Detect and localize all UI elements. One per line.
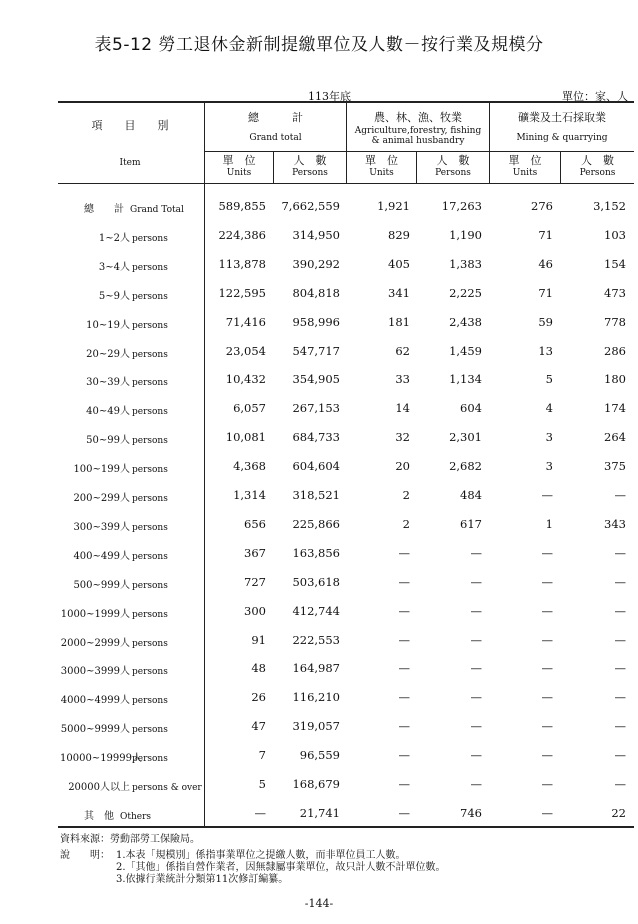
sub-en: Units [226, 168, 252, 178]
row-label-en: persons [132, 551, 168, 562]
sub-zh: 人 數 [581, 154, 614, 167]
row-label-en: persons [132, 725, 168, 736]
row-label-en: persons [132, 667, 168, 678]
table-cell: 829 [388, 227, 410, 242]
table-cell: 17,263 [441, 199, 482, 213]
row-label-zh: 20~29人 [86, 348, 130, 360]
table-cell: — [614, 690, 626, 705]
table-cell: — [541, 488, 553, 502]
table-cell: 2 [402, 516, 410, 531]
table-cell: 617 [460, 516, 482, 531]
table-cell: 2 [402, 488, 410, 502]
row-label-zh: 500~999人 [73, 579, 130, 591]
table-cell: — [541, 661, 553, 676]
table-cell: 26 [251, 690, 266, 705]
table-cell: 286 [604, 343, 626, 358]
table-cell: 604,604 [292, 459, 340, 474]
row-label [60, 460, 196, 475]
table-cell: — [398, 777, 410, 791]
table-cell: 174 [604, 401, 626, 416]
row-label [60, 605, 196, 620]
table-cell: — [398, 748, 410, 763]
table-cell: — [614, 603, 626, 618]
table-title: 表5-12 勞工退休金新制提繳單位及人數－按行業及規模分 [94, 35, 544, 55]
sub-zh: 人 數 [293, 154, 327, 167]
table-cell: 7 [258, 748, 266, 763]
row-label [60, 778, 202, 793]
note-item: 2.「其他」係指自營作業者，因無隸屬事業單位，故只計人數不計單位數。 [116, 862, 446, 873]
table-cell: — [398, 574, 410, 589]
table-cell: — [541, 545, 553, 560]
table-cell: 589,855 [218, 199, 266, 213]
table-cell: 71,416 [225, 314, 266, 329]
table-cell: 3,152 [593, 199, 626, 213]
table-cell: 6,057 [233, 401, 266, 416]
sub-zh: 人 數 [436, 154, 470, 167]
table-cell: — [614, 488, 626, 502]
table-cell: 375 [604, 459, 626, 474]
row-label [60, 431, 196, 446]
notes-list [116, 850, 446, 886]
row-label [60, 373, 196, 388]
table-cell: 32 [395, 430, 410, 445]
table-cell: 3 [545, 430, 553, 445]
row-label-en: persons [132, 349, 168, 360]
row-label-en: persons [132, 580, 168, 591]
row-label-en: persons [132, 522, 168, 533]
sub-en: Persons [435, 168, 471, 178]
table-cell: — [614, 719, 626, 734]
group-zh: 農、林、漁、牧業 [374, 111, 462, 124]
table-cell: — [398, 661, 410, 676]
group-en: Agriculture,forestry, fishing & animal husbandry [354, 126, 482, 146]
table-cell: 4 [545, 401, 553, 416]
table-cell: 180 [604, 372, 626, 387]
item-header-en: Item [119, 158, 141, 168]
sub-header-units [490, 155, 560, 179]
table-cell: 14 [395, 401, 410, 416]
table-cell: 5 [258, 777, 266, 791]
table-cell: — [470, 690, 482, 705]
table-cell: 341 [388, 285, 410, 300]
table-cell: 2,682 [449, 459, 482, 474]
row-label-en: persons [132, 609, 168, 620]
row-label [60, 691, 196, 706]
row-label-zh: 3~4人 [98, 261, 130, 273]
row-label-en: persons [132, 436, 168, 447]
table-cell: 33 [395, 372, 410, 387]
table-cell: 10,432 [225, 372, 266, 387]
row-label-en: persons [132, 696, 168, 707]
table-cell: — [398, 690, 410, 705]
table-cell: 656 [244, 516, 266, 531]
row-label-en: Grand Total [130, 205, 184, 215]
group-header-mining [490, 112, 634, 144]
table-cell: 778 [604, 314, 626, 329]
row-label-zh: 5000~9999人 [60, 724, 130, 736]
row-label [60, 489, 196, 504]
page-number: -144- [304, 897, 334, 910]
group-zh: 礦業及土石採取業 [518, 111, 606, 124]
year-label: 113年底 [308, 90, 351, 103]
table-cell: 5 [545, 372, 553, 387]
table-cell: — [541, 574, 553, 589]
table-cell: 1,383 [449, 256, 482, 271]
bottom-rule [58, 826, 634, 828]
table-cell: 103 [604, 227, 626, 242]
sub-header-persons [561, 155, 634, 179]
row-label-zh: 50~99人 [86, 435, 130, 447]
table-cell: 405 [388, 256, 410, 271]
note-item: 1.本表「規模別」係指事業單位之提繳人數，而非單位員工人數。 [116, 850, 406, 861]
table-cell: 318,521 [292, 488, 340, 502]
group-en: Grand total [249, 133, 302, 143]
header-bottom-rule [58, 183, 634, 184]
row-label-en: persons & over [132, 783, 202, 793]
table-cell: — [398, 545, 410, 560]
table-cell: 22 [611, 805, 626, 820]
table-cell: — [254, 805, 266, 820]
row-label-zh: 1~2人 [98, 232, 130, 244]
group-zh: 總 計 [248, 111, 303, 124]
sub-header-persons [274, 155, 346, 179]
table-cell: 71 [538, 285, 553, 300]
row-label-zh: 200~299人 [73, 493, 130, 504]
row-label [84, 807, 151, 822]
table-cell: 2,225 [449, 285, 482, 300]
row-label-en: persons [132, 291, 168, 302]
table-cell: 224,386 [218, 227, 266, 242]
row-label-zh: 20000人以上 [68, 782, 130, 793]
table-cell: 168,679 [292, 777, 340, 791]
row-label [60, 576, 196, 591]
row-label-zh: 100~199人 [73, 464, 130, 476]
row-label-zh: 總 計 [84, 204, 124, 215]
sub-zh: 單 位 [508, 154, 542, 167]
table-cell: 354,905 [292, 372, 340, 387]
table-cell: 473 [604, 285, 626, 300]
table-cell: 222,553 [292, 632, 340, 647]
table-cell: 1,459 [449, 343, 482, 358]
table-cell: — [614, 777, 626, 791]
table-cell: — [470, 545, 482, 560]
table-cell: — [398, 719, 410, 734]
table-cell: 343 [604, 516, 626, 531]
table-cell: — [541, 603, 553, 618]
table-cell: — [614, 632, 626, 647]
table-cell: 225,866 [292, 516, 340, 531]
table-cell: — [614, 748, 626, 763]
table-cell: — [614, 545, 626, 560]
row-label-en: persons [132, 638, 168, 649]
table-cell: 4,368 [233, 459, 266, 474]
table-cell: 21,741 [299, 805, 340, 820]
table-cell: 59 [538, 314, 553, 329]
row-label-zh: 40~49人 [86, 406, 130, 418]
table-cell: — [541, 777, 553, 791]
table-cell: 62 [395, 343, 410, 358]
row-label-zh: 300~399人 [73, 521, 130, 533]
row-label-zh: 其 他 [84, 810, 114, 822]
table-cell: — [470, 574, 482, 589]
row-label-zh: 400~499人 [73, 550, 130, 562]
table-cell: 604 [460, 401, 482, 416]
row-label-en: persons [132, 407, 168, 418]
table-cell: 163,856 [292, 545, 340, 560]
table-cell: 23,054 [225, 343, 266, 358]
table-cell: 116,210 [292, 690, 340, 705]
table-cell: 804,818 [292, 285, 340, 300]
row-label [60, 258, 196, 273]
row-label-en: persons [132, 233, 168, 244]
group-header-grand-total [205, 112, 346, 144]
table-cell: 10,081 [225, 430, 266, 445]
sub-header-persons [417, 155, 489, 179]
group-en: Mining & quarrying [516, 133, 608, 143]
row-label-zh: 10000~19999人 [60, 753, 143, 765]
row-label-en: persons [132, 262, 168, 273]
row-label-en: persons [132, 465, 168, 476]
item-header-zh: 項 目 別 [91, 119, 169, 132]
sub-zh: 單 位 [365, 154, 398, 167]
table-cell: — [541, 719, 553, 734]
unit-label: 單位：家、人 [562, 90, 628, 103]
table-cell: 46 [538, 256, 553, 271]
table-cell: — [541, 748, 553, 763]
table-cell: 367 [244, 545, 266, 560]
row-label [60, 402, 196, 417]
row-label [60, 345, 196, 360]
table-cell: — [541, 632, 553, 647]
table-cell: 1,190 [449, 227, 482, 242]
row-label [60, 662, 196, 677]
table-cell: 314,950 [292, 227, 340, 242]
table-cell: 96,559 [299, 748, 340, 763]
row-label-en: persons [132, 754, 168, 765]
table-cell: 547,717 [292, 343, 340, 358]
table-cell: 276 [531, 199, 553, 213]
sub-header-units [205, 155, 273, 179]
row-label-zh: 2000~2999人 [60, 637, 130, 649]
row-label-en: persons [132, 494, 168, 504]
row-label [60, 229, 196, 244]
table-cell: 1,134 [449, 372, 482, 387]
table-cell: — [398, 632, 410, 647]
row-label [60, 749, 196, 764]
notes-label: 說 明： [60, 850, 110, 861]
header-mid-rule [204, 151, 634, 152]
group-header-agriculture [347, 112, 489, 146]
table-cell: 2,438 [449, 314, 482, 329]
row-label [60, 634, 196, 649]
source-note: 資料來源：勞動部勞工保險局。 [60, 834, 200, 845]
table-cell: 20 [395, 459, 410, 474]
row-label-zh: 10~19人 [86, 319, 130, 331]
table-cell: 727 [244, 574, 266, 589]
sub-en: Units [369, 168, 394, 178]
row-label [84, 200, 184, 215]
table-cell: 958,996 [292, 314, 340, 329]
row-label [60, 720, 196, 735]
table-cell: — [398, 603, 410, 618]
table-cell: 181 [388, 314, 410, 329]
sub-en: Persons [579, 168, 616, 178]
table-cell: — [541, 805, 553, 820]
table-cell: 7,662,559 [281, 199, 340, 213]
sub-en: Persons [292, 168, 328, 178]
sub-header-units [347, 155, 416, 179]
row-label [60, 287, 196, 302]
table-cell: 484 [460, 488, 482, 502]
row-label-en: Others [120, 811, 152, 822]
table-cell: — [470, 719, 482, 734]
table-cell: 47 [251, 719, 266, 734]
row-label-zh: 4000~4999人 [60, 695, 130, 707]
table-cell: 319,057 [292, 719, 340, 734]
note-item: 3.依據行業統計分類第11次修訂編纂。 [116, 874, 289, 885]
row-label-zh: 1000~1999人 [60, 608, 130, 620]
row-label-en: persons [132, 320, 168, 331]
row-label-zh: 3000~3999人 [60, 666, 130, 678]
table-cell: 746 [460, 805, 482, 820]
table-cell: 1,921 [377, 199, 410, 213]
row-label-zh: 5~9人 [98, 290, 130, 302]
table-cell: 300 [244, 603, 266, 618]
table-cell: 390,292 [292, 256, 340, 271]
table-cell: 122,595 [218, 285, 266, 300]
table-cell: 71 [538, 227, 553, 242]
table-cell: 264 [604, 430, 626, 445]
table-cell: — [470, 661, 482, 676]
table-cell: 113,878 [218, 256, 266, 271]
table-cell: 13 [538, 343, 553, 358]
table-cell: 684,733 [292, 430, 340, 445]
row-label [60, 316, 196, 331]
row-label [60, 518, 196, 533]
table-cell: 3 [545, 459, 553, 474]
sub-en: Units [512, 168, 538, 178]
row-label-en: persons [132, 378, 168, 389]
table-cell: 1,314 [233, 488, 266, 502]
table-cell: 412,744 [292, 603, 340, 618]
table-cell: 267,153 [292, 401, 340, 416]
table-cell: 48 [251, 661, 266, 676]
table-cell: 1 [545, 516, 553, 531]
table-cell: — [470, 777, 482, 791]
table-cell: — [470, 632, 482, 647]
table-cell: 164,987 [292, 661, 340, 676]
row-label-zh: 30~39人 [86, 377, 130, 389]
table-cell: — [470, 603, 482, 618]
table-cell: 154 [604, 256, 626, 271]
table-cell: — [470, 748, 482, 763]
table-cell: 91 [251, 632, 266, 647]
sub-zh: 單 位 [222, 154, 256, 167]
table-cell: 503,618 [292, 574, 340, 589]
table-cell: 2,301 [449, 430, 482, 445]
table-cell: — [398, 805, 410, 820]
row-label [60, 547, 196, 562]
table-cell: — [614, 661, 626, 676]
table-cell: — [614, 574, 626, 589]
table-cell: — [541, 690, 553, 705]
